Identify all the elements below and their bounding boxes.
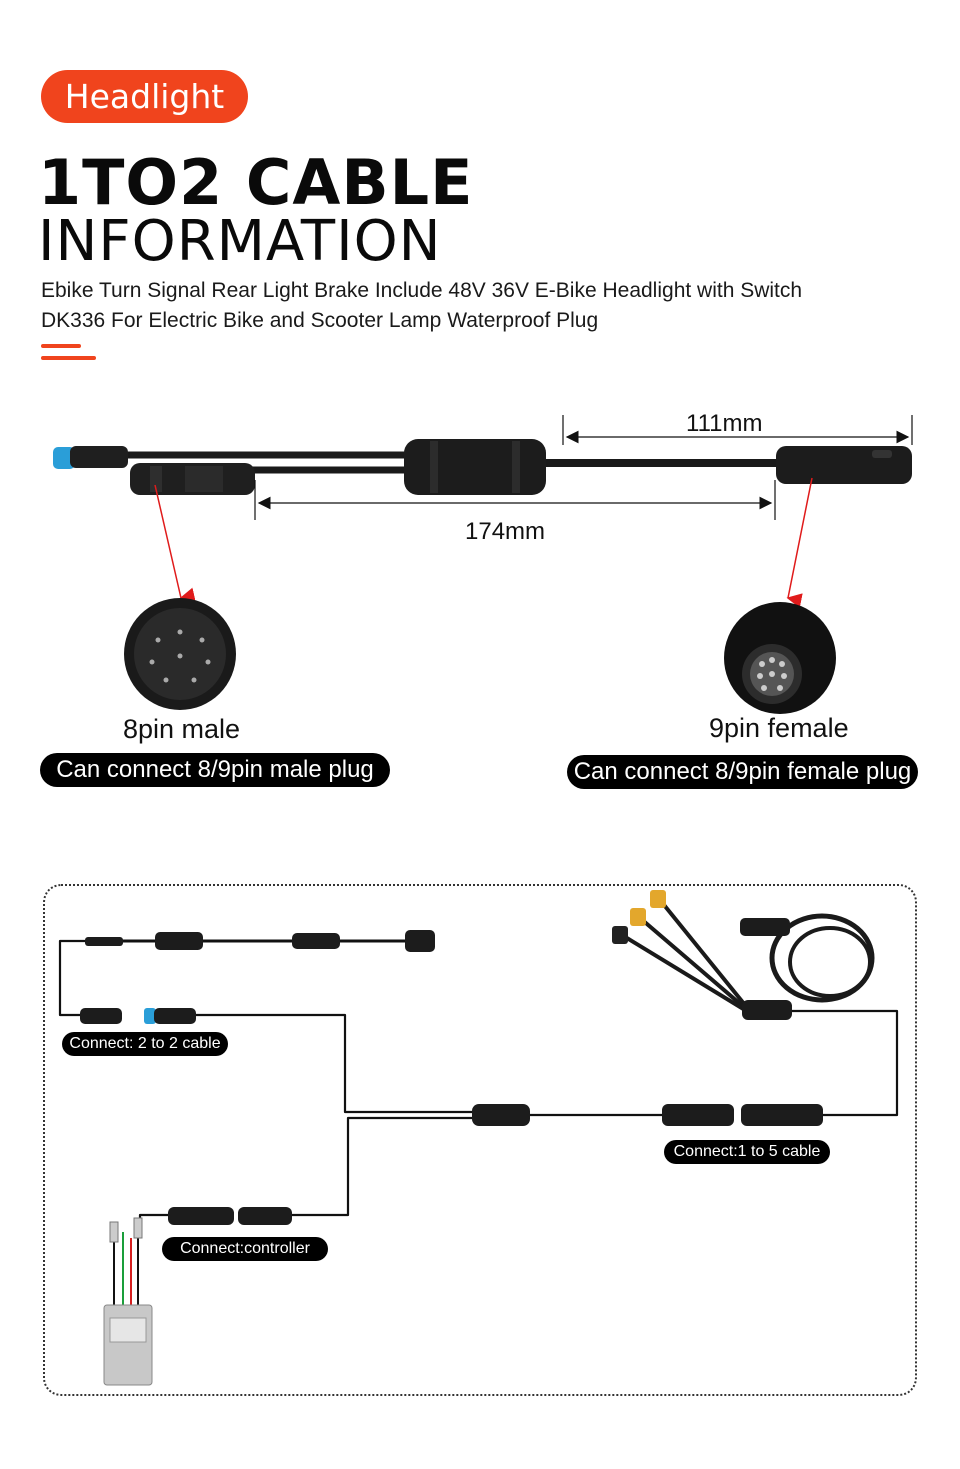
two-to-two-right-icon xyxy=(154,1008,196,1024)
wire-to-splitter-top xyxy=(195,1015,475,1112)
page-subtitle: INFORMATION xyxy=(38,209,442,274)
dimension-label-111: 111mm xyxy=(686,410,763,437)
top-cable-splitter-icon xyxy=(155,932,203,950)
wire-controller-lead xyxy=(140,1215,170,1225)
category-badge: Headlight xyxy=(41,70,248,123)
dimension-label-174: 174mm xyxy=(465,518,546,545)
male-plug-label: 8pin male xyxy=(123,714,241,744)
wire-1to5 xyxy=(790,1011,897,1115)
wire-to-controller xyxy=(290,1118,475,1215)
wire-left-loop xyxy=(60,941,90,1015)
connect-2to2-label: Connect: 2 to 2 cable xyxy=(62,1032,228,1056)
page-title: 1TO2 CABLE xyxy=(38,146,474,219)
one-to-five-male-icon xyxy=(741,1104,823,1126)
female-plug-note: Can connect 8/9pin female plug xyxy=(567,755,918,789)
one-to-five-female-icon xyxy=(662,1104,734,1126)
two-to-two-left-icon xyxy=(80,1008,122,1024)
top-cable-connector-icon xyxy=(292,933,340,949)
description-line-2: DK336 For Electric Bike and Scooter Lamp Waterproof Plug xyxy=(41,309,599,332)
female-plug-label: 9pin female xyxy=(709,713,849,743)
one-to-five-harness-icon xyxy=(612,890,872,1020)
top-cable-end-icon xyxy=(85,937,123,946)
top-cable-female-icon xyxy=(405,930,435,952)
connect-1to5-label: Connect:1 to 5 cable xyxy=(664,1140,830,1164)
male-plug-note: Can connect 8/9pin male plug xyxy=(40,753,390,787)
controller-female-icon xyxy=(168,1207,234,1225)
controller-male-icon xyxy=(238,1207,292,1225)
connect-controller-label: Connect:controller xyxy=(162,1237,328,1261)
diagram-splitter-icon xyxy=(472,1104,530,1126)
controller-icon xyxy=(104,1218,152,1385)
description-line-1: Ebike Turn Signal Rear Light Brake Include 48V 36V E-Bike Headlight with Switch xyxy=(41,279,803,302)
